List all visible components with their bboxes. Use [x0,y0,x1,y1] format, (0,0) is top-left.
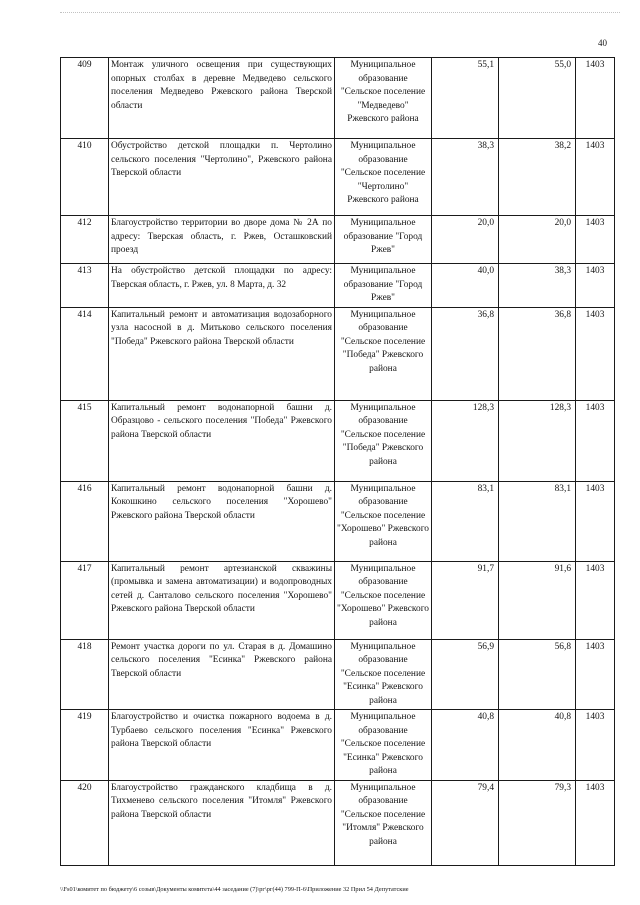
row-number: 417 [61,561,109,639]
row-description: Благоустройство территории во дворе дома № 2А по адресу: Тверская область, г. Ржев, Осташковский проезд [109,216,335,264]
row-description: Ремонт участка дороги по ул. Старая в д. Домашино сельского поселения "Есинка" Ржевского района Тверской области [109,639,335,710]
table-row [61,216,615,264]
row-amount-actual: 56,8 [499,639,576,710]
table-row [61,780,615,865]
table-row [61,400,615,481]
row-budget-code: 1403 [576,639,615,710]
row-amount-planned: 40,8 [432,710,499,781]
row-budget-code: 1403 [576,264,615,308]
row-amount-planned: 38,3 [432,139,499,216]
row-budget-code: 1403 [576,139,615,216]
row-recipient: Муниципальное образование "Сельское поселение "Итомля" Ржевского района [335,780,432,865]
row-number: 419 [61,710,109,781]
row-amount-planned: 56,9 [432,639,499,710]
row-number: 418 [61,639,109,710]
table-row [61,639,615,710]
row-number: 410 [61,139,109,216]
row-amount-actual: 36,8 [499,307,576,400]
row-budget-code: 1403 [576,481,615,561]
row-amount-planned: 55,1 [432,58,499,139]
row-recipient: Муниципальное образование "Сельское поселение "Победа" Ржевского района [335,400,432,481]
table-row [61,264,615,308]
row-recipient: Муниципальное образование "Сельское поселение "Победа" Ржевского района [335,307,432,400]
row-number: 412 [61,216,109,264]
row-amount-actual: 55,0 [499,58,576,139]
row-amount-planned: 36,8 [432,307,499,400]
page-number: 40 [598,38,607,48]
row-number: 413 [61,264,109,308]
table-row [61,710,615,781]
scan-top-edge [60,12,620,13]
table-body [61,58,615,866]
row-amount-planned: 83,1 [432,481,499,561]
row-number: 414 [61,307,109,400]
row-amount-actual: 20,0 [499,216,576,264]
appropriations-table [60,57,615,866]
row-recipient: Муниципальное образование "Сельское поселение "Есинка" Ржевского района [335,639,432,710]
row-amount-actual: 79,3 [499,780,576,865]
row-amount-actual: 38,3 [499,264,576,308]
row-budget-code: 1403 [576,400,615,481]
table-row [61,307,615,400]
row-budget-code: 1403 [576,216,615,264]
row-recipient: Муниципальное образование "Сельское поселение "Хорошево" Ржевского района [335,561,432,639]
row-amount-planned: 91,7 [432,561,499,639]
row-description: На обустройство детской площадки по адресу: Тверская область, г. Ржев, ул. 8 Марта, д. 32 [109,264,335,308]
row-number: 420 [61,780,109,865]
row-number: 416 [61,481,109,561]
row-budget-code: 1403 [576,780,615,865]
row-description: Капитальный ремонт и автоматизация водозаборного узла насосной в д. Митьково сельского поселения "Победа" Ржевского района Тверской области [109,307,335,400]
row-description: Благоустройство и очистка пожарного водоема в д. Турбаево сельского поселения "Есинка" Ржевского района Тверской области [109,710,335,781]
row-description: Обустройство детской площадки п. Чертолино сельского поселения "Чертолино", Ржевского района Тверской области [109,139,335,216]
row-description: Капитальный ремонт водонапорной башни д. Образцово - сельского поселения "Победа" Ржевского района Тверской области [109,400,335,481]
table-row [61,139,615,216]
row-amount-actual: 128,3 [499,400,576,481]
row-amount-actual: 83,1 [499,481,576,561]
row-recipient: Муниципальное образование "Сельское поселение "Чертолино" Ржевского района [335,139,432,216]
row-description: Капитальный ремонт артезианской скважины (промывка и замена автоматизации) и водопроводных сетей д. Санталово сельского поселения "Хорошево" Ржевского района Тверской области [109,561,335,639]
row-amount-actual: 38,2 [499,139,576,216]
row-amount-planned: 40,0 [432,264,499,308]
footer-file-path: \\Fs01\комитет по бюджету\6 созыв\Документы комитета\44 заседание (7)\рг\рг(44) 799-П-6\Приложение 32 Прил 54 Депутатские [60,886,409,893]
row-amount-planned: 20,0 [432,216,499,264]
row-amount-planned: 79,4 [432,780,499,865]
row-recipient: Муниципальное образование "Город Ржев" [335,264,432,308]
row-budget-code: 1403 [576,561,615,639]
row-description: Благоустройство гражданского кладбища в д. Тихменево сельского поселения "Итомля" Ржевского района Тверской области [109,780,335,865]
row-budget-code: 1403 [576,710,615,781]
table-row [61,561,615,639]
row-recipient: Муниципальное образование "Сельское поселение "Есинка" Ржевского района [335,710,432,781]
row-number: 409 [61,58,109,139]
row-budget-code: 1403 [576,307,615,400]
row-amount-actual: 40,8 [499,710,576,781]
row-number: 415 [61,400,109,481]
row-recipient: Муниципальное образование "Город Ржев" [335,216,432,264]
row-budget-code: 1403 [576,58,615,139]
row-amount-actual: 91,6 [499,561,576,639]
row-description: Капитальный ремонт водонапорной башни д. Кокошкино сельского поселения "Хорошево" Ржевского района Тверской области [109,481,335,561]
table-row [61,481,615,561]
row-description: Монтаж уличного освещения при существующих опорных столбах в деревне Медведево сельского поселения Медведево Ржевского района Тверской области [109,58,335,139]
row-amount-planned: 128,3 [432,400,499,481]
table-row [61,58,615,139]
row-recipient: Муниципальное образование "Сельское поселение "Хорошево" Ржевского района [335,481,432,561]
row-recipient: Муниципальное образование "Сельское поселение "Медведево" Ржевского района [335,58,432,139]
